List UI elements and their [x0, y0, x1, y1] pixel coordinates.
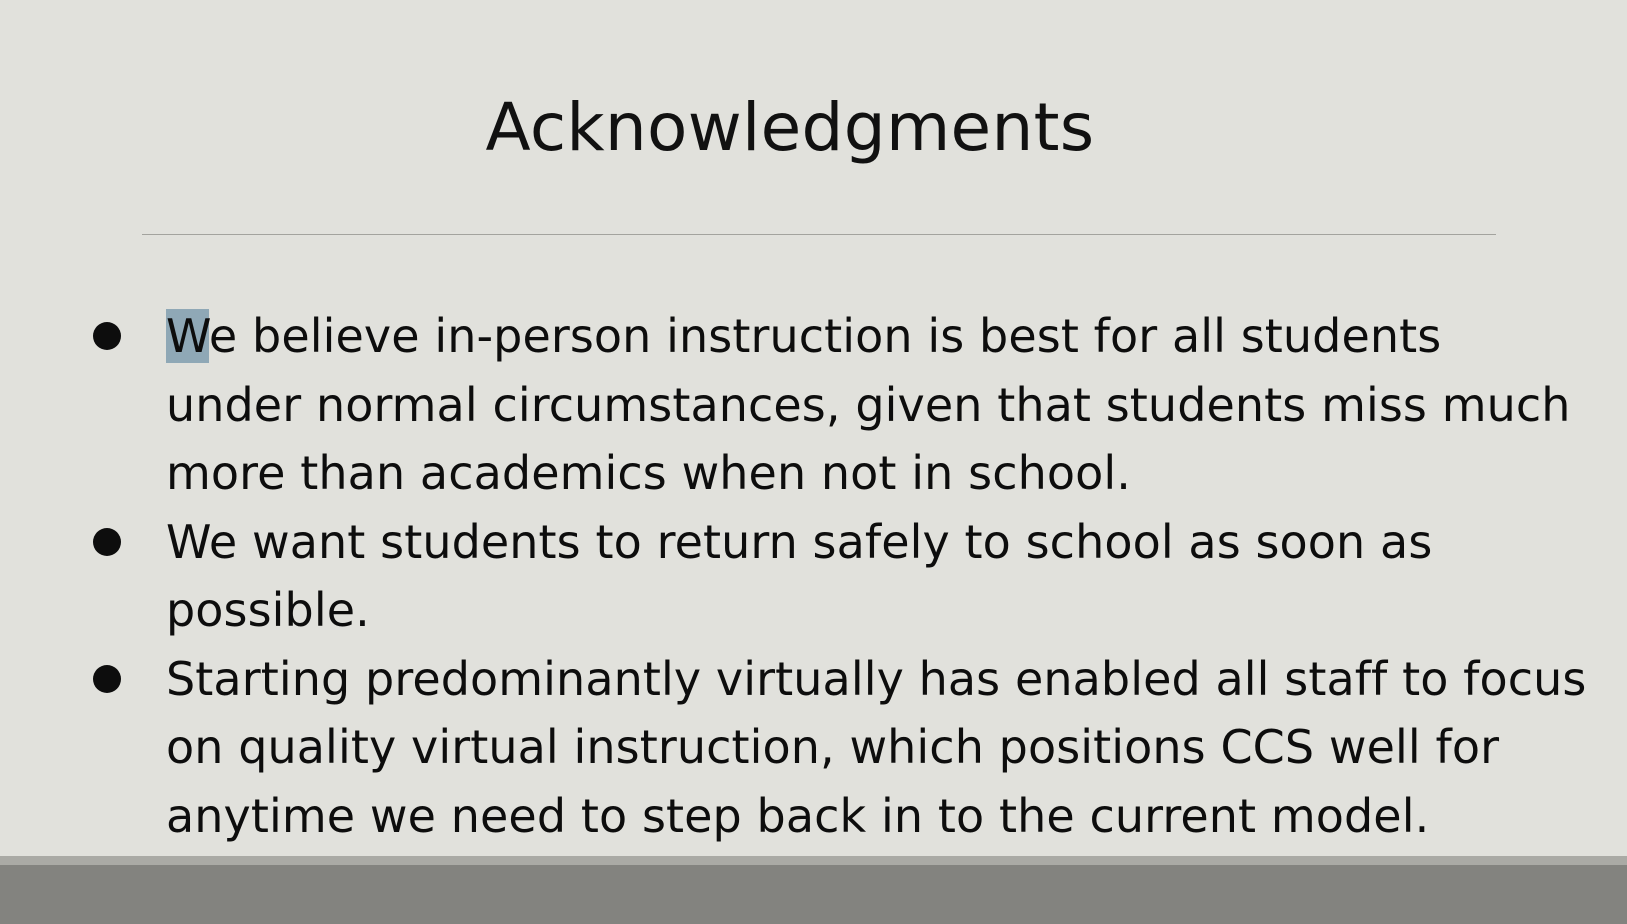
bullet-text: Starting predominantly virtually has enabled all staff to focus on quality virtual instruction, which positions CCS well for anytime we need to step back in to the current model. — [166, 651, 1587, 843]
bullet-item-2[interactable] — [0, 508, 1627, 645]
title-divider — [142, 234, 1496, 235]
bullet-text: e believe in-person instruction is best for all students under normal circumstances, given that students miss much more than academics when not in school. — [166, 309, 1571, 500]
bullet-item-1[interactable] — [0, 302, 1627, 508]
text-selection-highlight: W — [166, 309, 209, 363]
footer-bar — [0, 865, 1627, 924]
bullet-dot-icon — [93, 665, 121, 693]
bullet-dot-icon — [93, 322, 121, 350]
bullet-list — [0, 302, 1627, 850]
slide-title: Acknowledgments — [485, 89, 1095, 166]
bullet-dot-icon — [93, 528, 121, 556]
bullet-text: We want students to return safely to school as soon as possible. — [166, 514, 1433, 637]
footer-divider-strip — [0, 856, 1627, 865]
bullet-item-3[interactable] — [0, 645, 1627, 851]
